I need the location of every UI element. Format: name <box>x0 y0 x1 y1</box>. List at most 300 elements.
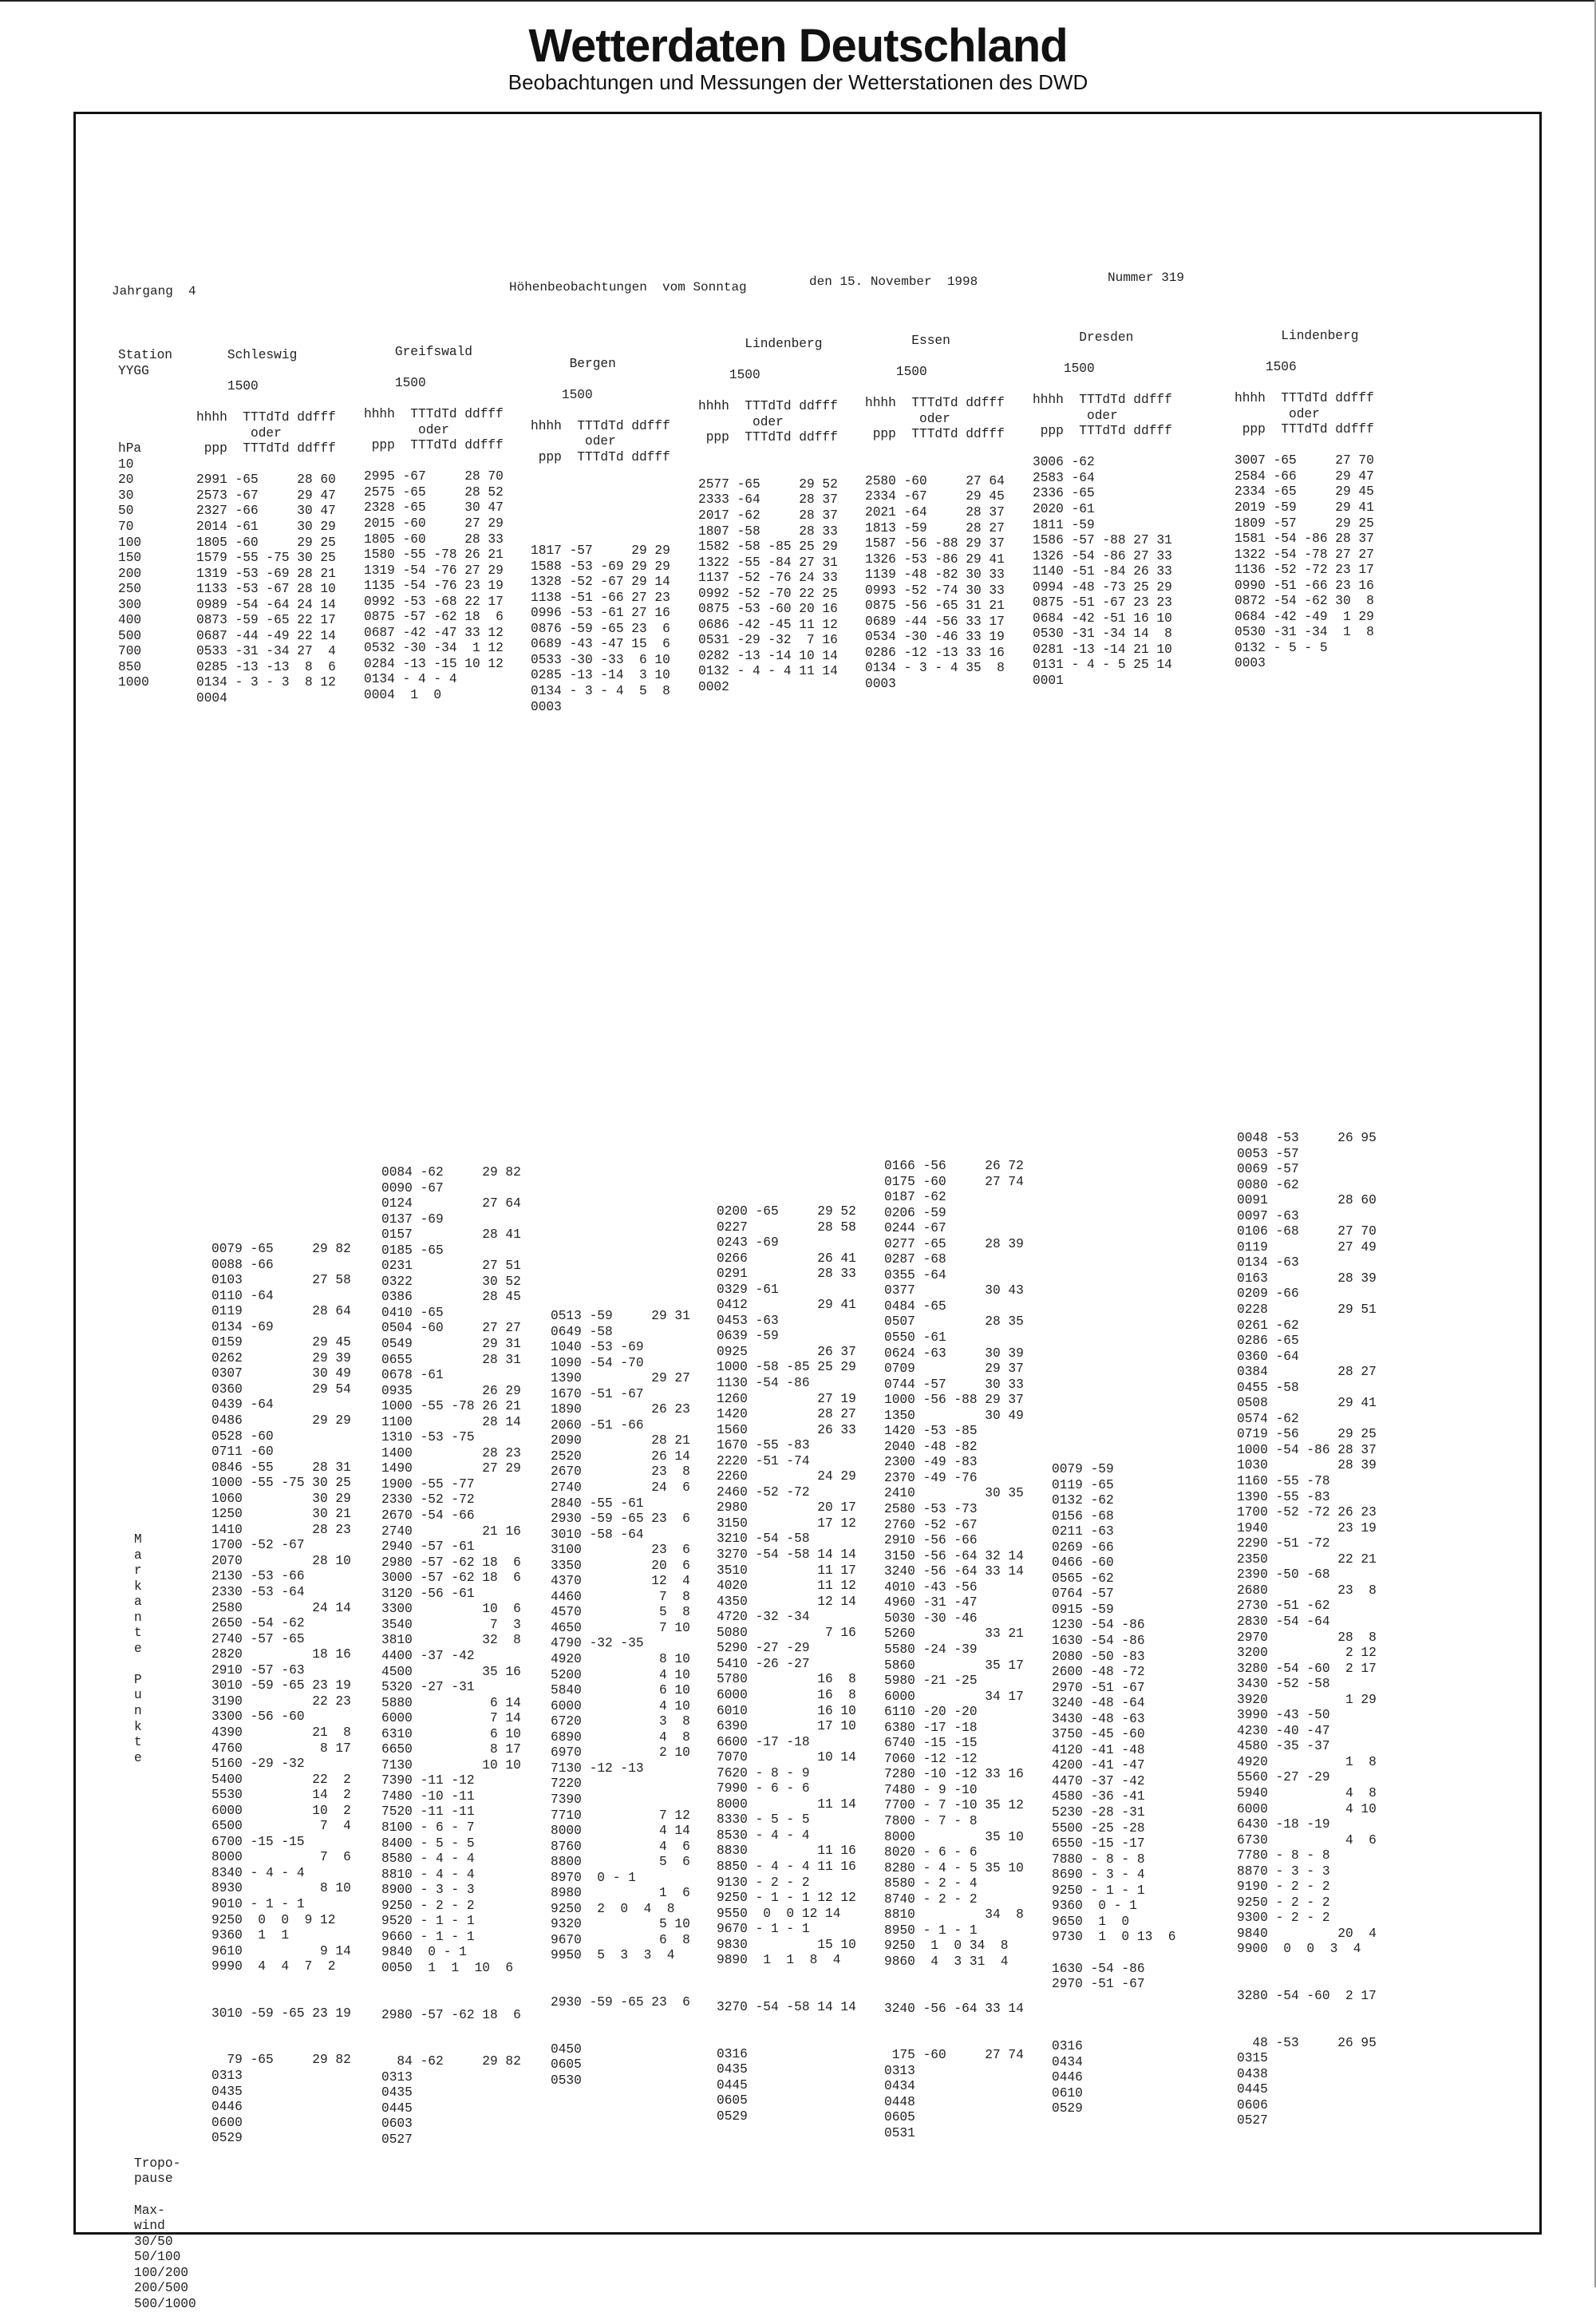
table-row: 9840 20 4 <box>1237 1926 1377 1941</box>
table-row: 0445 <box>381 2101 413 2116</box>
table-row: 8810 34 8 <box>884 1907 1024 1923</box>
row-label <box>118 410 172 426</box>
table-row: hhhh TTTdTd ddfff <box>865 396 1005 411</box>
row-label: M <box>134 1532 142 1547</box>
table-row: 0605 <box>884 2110 915 2125</box>
table-row: 1579 -55 -75 30 25 <box>196 551 336 566</box>
table-row: 1310 -53 -75 <box>381 1430 475 1445</box>
table-row: 0533 -31 -34 27 4 <box>196 644 336 659</box>
table-row: 0307 30 49 <box>211 1366 351 1381</box>
table-row: 4390 21 8 <box>211 1725 351 1740</box>
table-row: 0266 26 41 <box>717 1251 856 1266</box>
row-label <box>134 2032 196 2048</box>
row-label: Station <box>118 348 172 362</box>
table-row: 0610 <box>1052 2085 1083 2101</box>
table-row: 7480 -10 -11 <box>381 1788 475 1804</box>
table-row: 8000 35 10 <box>884 1829 1024 1844</box>
table-row <box>531 372 670 388</box>
table-row: 1000 -55 -78 26 21 <box>381 1399 521 1414</box>
row-label <box>134 1782 196 1798</box>
table-row: 2991 -65 28 60 <box>196 472 336 488</box>
row-label: n <box>134 1704 142 1719</box>
table-row: 2580 -60 27 64 <box>865 473 1005 488</box>
table-row: 0764 -57 <box>1052 1587 1114 1602</box>
table-row <box>364 361 504 377</box>
table-row: 2090 28 21 <box>551 1433 690 1448</box>
table-row <box>551 1964 690 1980</box>
table-row <box>531 465 670 481</box>
table-row: 5260 33 21 <box>884 1626 1024 1642</box>
table-row: 2575 -65 28 52 <box>364 484 504 500</box>
table-row: 0211 -63 <box>1052 1524 1114 1539</box>
table-row: 0322 30 52 <box>381 1274 521 1289</box>
table-row: 3430 -48 -63 <box>1052 1711 1145 1726</box>
table-row: 1138 -51 -66 27 23 <box>531 590 670 605</box>
table-row: 7130 10 10 <box>381 1757 521 1773</box>
table-row: 0434 <box>1052 2054 1083 2069</box>
table-row <box>698 353 838 369</box>
table-row: 1040 -53 -69 <box>551 1340 644 1355</box>
table-row: 2650 -54 -62 <box>211 1616 305 1631</box>
table-row: 8530 - 4 - 4 <box>717 1828 810 1843</box>
table-row: 8400 - 5 - 5 <box>381 1836 475 1851</box>
table-row: 1811 -59 <box>1033 517 1095 532</box>
table-row <box>1235 376 1374 392</box>
table-row: 0134 - 3 - 3 8 12 <box>196 675 336 690</box>
table-row: 2930 -59 -65 23 6 <box>551 1512 690 1527</box>
table-row: 1410 28 23 <box>211 1522 351 1537</box>
row-label: 200/500 <box>134 2281 188 2296</box>
table-row <box>211 2022 351 2037</box>
row-label: 100/200 <box>134 2265 188 2280</box>
table-row: oder <box>1235 406 1320 421</box>
table-row: 6890 4 8 <box>551 1729 690 1745</box>
significant-levels-lindenberg <box>717 1204 856 2124</box>
table-row: 4580 -35 -37 <box>1237 1739 1330 1754</box>
table-row: 8970 0 - 1 <box>551 1870 636 1885</box>
table-row: 0689 -43 -47 15 6 <box>531 637 670 652</box>
table-row: 1817 -57 29 29 <box>531 543 670 559</box>
table-row: 0110 -64 <box>211 1288 274 1303</box>
row-label: 150 <box>118 551 142 566</box>
row-label <box>134 2016 196 2032</box>
row-label: e <box>134 1641 142 1656</box>
table-row: 1137 -52 -76 24 33 <box>698 571 838 586</box>
table-row: Essen <box>865 334 950 348</box>
row-label: e <box>134 1750 142 1765</box>
table-row: 5500 -25 -28 <box>1052 1820 1145 1836</box>
row-label: 200 <box>118 566 142 581</box>
table-row: oder <box>698 414 784 429</box>
table-row: 0209 -66 <box>1237 1286 1299 1302</box>
table-row: 6430 -18 -19 <box>1237 1817 1330 1832</box>
table-row: 2370 -49 -76 <box>884 1470 978 1485</box>
table-row: 7990 - 6 - 6 <box>717 1781 810 1796</box>
table-row: oder <box>364 422 449 437</box>
table-row <box>531 341 670 357</box>
table-row: 0486 29 29 <box>211 1413 351 1429</box>
table-row: 0530 -31 -34 1 8 <box>1235 625 1374 640</box>
table-row: 4470 -37 -42 <box>1052 1773 1145 1788</box>
table-row <box>364 392 504 408</box>
table-row: 3270 -54 -58 14 14 <box>717 1999 856 2014</box>
table-row: 2390 -50 -68 <box>1237 1567 1330 1583</box>
table-row <box>211 1990 351 2006</box>
table-row <box>381 1976 521 1992</box>
table-row: 8980 1 6 <box>551 1886 690 1901</box>
table-row <box>1033 440 1172 456</box>
table-row: 1390 29 27 <box>551 1371 690 1386</box>
table-row: 0360 29 54 <box>211 1381 351 1397</box>
table-row: 2910 -56 -66 <box>884 1533 978 1548</box>
table-row <box>1052 1993 1175 2009</box>
table-row: 8760 4 6 <box>551 1839 690 1854</box>
row-label: 10 <box>118 456 134 472</box>
table-row <box>531 512 670 528</box>
lower-row-labels <box>134 1532 196 2312</box>
table-row: 2021 -64 28 37 <box>865 505 1005 520</box>
table-row: 0655 28 31 <box>381 1352 521 1367</box>
table-row: 0994 -48 -73 25 29 <box>1033 579 1172 595</box>
table-row: 2019 -59 29 41 <box>1235 500 1374 516</box>
table-row <box>1237 1974 1377 1990</box>
table-row: 4720 -32 -34 <box>717 1610 810 1625</box>
table-row: 0990 -51 -66 23 16 <box>1235 578 1374 593</box>
table-row: 1250 30 21 <box>211 1507 351 1522</box>
table-row: 2460 -52 -72 <box>717 1484 810 1500</box>
table-row: 0281 -13 -14 21 10 <box>1033 642 1172 657</box>
table-row: 0624 -63 30 39 <box>884 1346 1024 1361</box>
table-row: 0466 -60 <box>1052 1555 1114 1571</box>
table-row: 6970 2 10 <box>551 1745 690 1761</box>
table-row: 6600 -17 -18 <box>717 1734 810 1749</box>
table-row: hhhh TTTdTd ddfff <box>698 399 838 414</box>
table-row: 1400 28 23 <box>381 1445 521 1460</box>
table-row: 0873 -59 -65 22 17 <box>196 613 336 628</box>
table-row: 0410 -65 <box>381 1305 444 1320</box>
table-row: 0446 <box>1052 2070 1083 2085</box>
table-row: Lindenberg <box>698 337 823 351</box>
table-row: 2060 -51 -66 <box>551 1417 644 1433</box>
table-row: 3010 -59 -65 23 19 <box>211 1678 351 1693</box>
table-row: Greifswald <box>364 345 472 359</box>
table-row: 0119 28 64 <box>211 1304 351 1319</box>
table-row: 6650 8 17 <box>381 1742 521 1757</box>
table-row: 0137 -69 <box>381 1211 444 1227</box>
issue-number: Nummer 319 <box>1108 271 1185 285</box>
table-row: 2970 -51 -67 <box>1052 1680 1145 1695</box>
table-row: 0134 - 3 - 4 35 8 <box>865 661 1005 676</box>
row-label <box>134 1891 196 1907</box>
table-row: 8830 11 16 <box>717 1844 856 1859</box>
table-row: 8020 - 6 - 6 <box>884 1845 978 1860</box>
table-row: 2014 -61 30 29 <box>196 520 336 535</box>
top-rule <box>0 0 1596 2</box>
table-row: 0119 -65 <box>1052 1477 1114 1492</box>
table-row: 1140 -51 -84 26 33 <box>1033 564 1172 579</box>
table-row: hhhh TTTdTd ddfff <box>196 410 336 425</box>
table-row <box>1235 345 1374 361</box>
table-row: 8810 - 4 - 4 <box>381 1867 475 1882</box>
table-row: 0159 29 45 <box>211 1335 351 1350</box>
table-row: ppp TTTdTd ddfff <box>865 427 1005 442</box>
table-row: 0004 1 0 <box>364 688 442 703</box>
table-row: 2760 -52 -67 <box>884 1517 978 1532</box>
table-row: 5320 -27 -31 <box>381 1680 475 1695</box>
row-label <box>134 1766 196 1782</box>
date-label: den 15. November 1998 <box>809 275 978 289</box>
table-row <box>717 1984 856 2000</box>
table-row: 3150 -56 -64 32 14 <box>884 1548 1024 1563</box>
table-row: 0053 -57 <box>1237 1146 1299 1161</box>
table-row <box>551 2026 690 2042</box>
table-row: 0269 -66 <box>1052 1539 1114 1555</box>
table-row: 6000 4 10 <box>1237 1801 1377 1816</box>
row-label: a <box>134 1547 142 1563</box>
table-row: 0200 -65 29 52 <box>717 1204 856 1219</box>
table-row: Lindenberg <box>1235 329 1359 343</box>
table-row: 6310 6 10 <box>381 1726 521 1741</box>
table-row: 0315 <box>1237 2051 1268 2066</box>
row-label: wind <box>134 2219 165 2234</box>
table-row: 9660 - 1 - 1 <box>381 1929 475 1944</box>
table-row: 1500 <box>364 376 426 391</box>
table-row <box>196 457 336 473</box>
significant-levels-dresden <box>1052 1462 1175 2117</box>
table-row <box>381 1992 521 2008</box>
table-row: 0684 -42 -51 16 10 <box>1033 611 1172 626</box>
table-row: 1582 -58 -85 25 29 <box>698 539 838 555</box>
table-row: 9890 1 1 8 4 <box>717 1953 841 1968</box>
table-row: hhhh TTTdTd ddfff <box>1033 393 1172 408</box>
table-row: 0534 -30 -46 33 19 <box>865 630 1005 645</box>
table-row: 0316 <box>1052 2039 1083 2054</box>
table-row: 1500 <box>196 379 259 394</box>
table-row <box>1237 2020 1377 2036</box>
table-row: 0605 <box>551 2057 582 2073</box>
table-row: 1813 -59 28 27 <box>865 520 1005 536</box>
table-row: 0684 -42 -49 1 29 <box>1235 609 1374 624</box>
row-label <box>134 1907 196 1923</box>
table-row: 4920 8 10 <box>551 1652 690 1667</box>
table-row: 4570 5 8 <box>551 1605 690 1620</box>
table-row: 0185 -65 <box>381 1243 444 1258</box>
table-row: 3120 -56 -61 <box>381 1586 475 1601</box>
row-label <box>134 2125 196 2141</box>
table-row: 4370 12 4 <box>551 1574 690 1589</box>
table-row: oder <box>1033 408 1118 423</box>
table-row: 1700 -52 -67 <box>211 1538 305 1553</box>
table-row: 7390 -11 -12 <box>381 1773 475 1788</box>
table-row: 2080 -50 -83 <box>1052 1649 1145 1664</box>
table-row: 9250 - 2 - 2 <box>381 1898 475 1913</box>
table-row: 0175 -60 27 74 <box>884 1174 1024 1189</box>
table-row: hhhh TTTdTd ddfff <box>1235 391 1374 406</box>
table-row: 6550 -15 -17 <box>1052 1836 1145 1852</box>
table-row <box>196 395 336 411</box>
table-row: 1500 <box>698 368 760 383</box>
table-row: 3300 -56 -60 <box>211 1709 305 1725</box>
table-row: 7800 - 7 - 8 <box>884 1813 978 1828</box>
table-row: 0313 <box>884 2063 915 2078</box>
table-row: 0531 <box>884 2125 915 2140</box>
table-row: 9860 4 3 31 4 <box>884 1954 1009 1969</box>
table-row: 0124 27 64 <box>381 1196 521 1211</box>
row-label: 20 <box>118 472 134 488</box>
table-row: 1130 -54 -86 <box>717 1376 810 1391</box>
table-row: 1326 -53 -86 29 41 <box>865 551 1005 567</box>
table-row: 0689 -44 -56 33 17 <box>865 614 1005 629</box>
table-row: 6380 -17 -18 <box>884 1720 978 1735</box>
table-row: 3150 17 12 <box>717 1516 856 1531</box>
table-row: 2970 28 8 <box>1237 1630 1377 1645</box>
table-row: 1420 -53 -85 <box>884 1424 978 1439</box>
table-row: 1500 <box>865 365 927 380</box>
row-label: Max- <box>134 2203 165 2218</box>
table-row: 0530 <box>551 2073 582 2088</box>
table-row: 3200 2 12 <box>1237 1646 1377 1661</box>
station-block-lindenberg <box>698 337 838 696</box>
table-row: 1420 28 27 <box>717 1407 856 1422</box>
table-row: hhhh TTTdTd ddfff <box>531 418 670 433</box>
table-row: 6700 -15 -15 <box>211 1834 305 1849</box>
table-row: 7520 -11 -11 <box>381 1804 475 1820</box>
table-row: 0600 <box>211 2115 243 2130</box>
table-row: Schleswig <box>196 348 298 362</box>
table-row: 0711 -60 <box>211 1445 274 1460</box>
table-row: 9670 - 1 - 1 <box>717 1922 810 1937</box>
table-row: 6720 3 8 <box>551 1714 690 1729</box>
table-row: 2740 24 6 <box>551 1480 690 1496</box>
table-row: 0134 -69 <box>211 1319 274 1334</box>
table-row: 2740 -57 -65 <box>211 1631 305 1646</box>
table-row: 0687 -42 -47 33 12 <box>364 625 504 640</box>
table-row: 3280 -54 -60 2 17 <box>1237 1989 1377 2004</box>
table-row: 7060 -12 -12 <box>884 1751 978 1766</box>
table-row: 0453 -63 <box>717 1313 779 1328</box>
table-row: 2336 -65 <box>1033 486 1095 501</box>
table-row: ppp TTTdTd ddfff <box>531 449 670 464</box>
row-label: k <box>134 1579 142 1594</box>
table-row: oder <box>531 434 616 449</box>
table-row: 2327 -66 30 47 <box>196 504 336 519</box>
table-row: 0084 -62 29 82 <box>381 1165 521 1180</box>
table-row: 0434 <box>884 2079 915 2094</box>
table-row: 2410 30 35 <box>884 1486 1024 1501</box>
table-row: 2980 20 17 <box>717 1500 856 1516</box>
row-label: 30 <box>118 488 134 503</box>
table-row <box>1033 377 1172 393</box>
table-row: 0875 -57 -62 18 6 <box>364 610 504 625</box>
table-row: 0088 -66 <box>211 1257 274 1272</box>
table-row: 9250 0 0 9 12 <box>211 1912 336 1927</box>
table-row: 0996 -53 -61 27 16 <box>531 606 670 621</box>
table-row: 2840 -55 -61 <box>551 1496 644 1511</box>
table-row: 9250 - 2 - 2 <box>1237 1895 1330 1910</box>
table-row: 3540 7 3 <box>381 1617 521 1632</box>
table-row <box>1237 2005 1377 2021</box>
table-row: 1890 26 23 <box>551 1402 690 1417</box>
table-row: 0872 -54 -62 30 8 <box>1235 594 1374 609</box>
row-label <box>134 2140 196 2156</box>
row-label: n <box>134 1610 142 1625</box>
table-row: 0527 <box>1237 2113 1268 2128</box>
row-label: 50/100 <box>134 2250 181 2265</box>
table-row: 0649 -58 <box>551 1324 613 1339</box>
table-row: 1100 28 14 <box>381 1414 521 1429</box>
table-row: 1030 28 39 <box>1237 1458 1377 1473</box>
table-row: 0450 <box>551 2041 582 2057</box>
table-row: 8580 - 2 - 4 <box>884 1876 978 1891</box>
table-row: 0048 -53 26 95 <box>1237 1131 1377 1145</box>
table-row: 2580 24 14 <box>211 1600 351 1615</box>
table-row: 0438 <box>1237 2066 1268 2081</box>
table-row: 5860 35 17 <box>884 1658 1024 1673</box>
table-row: 3240 -56 -64 33 14 <box>884 1564 1024 1579</box>
table-row: 2600 -48 -72 <box>1052 1665 1145 1680</box>
table-row: 0508 29 41 <box>1237 1396 1377 1411</box>
table-row: 1809 -57 29 25 <box>1235 516 1374 531</box>
table-row: 0513 -59 29 31 <box>551 1309 690 1323</box>
table-row: ppp TTTdTd ddfff <box>1033 424 1172 439</box>
table-row: 1581 -54 -86 28 37 <box>1235 532 1374 547</box>
table-row: 84 -62 29 82 <box>381 2054 521 2069</box>
table-row: 0227 28 58 <box>717 1219 856 1235</box>
table-row: 1587 -56 -88 29 37 <box>865 536 1005 551</box>
table-row: 175 -60 27 74 <box>884 2048 1024 2063</box>
table-row: 2330 -53 -64 <box>211 1585 305 1600</box>
table-row: 2330 -52 -72 <box>381 1492 475 1508</box>
table-row: 9250 - 1 - 1 <box>1052 1883 1145 1898</box>
table-row: 0079 -59 <box>1052 1462 1114 1476</box>
table-row: 5980 -21 -25 <box>884 1674 978 1689</box>
table-row: 2350 22 21 <box>1237 1551 1377 1567</box>
table-row: 6390 17 10 <box>717 1719 856 1734</box>
table-row: 3510 11 17 <box>717 1563 856 1578</box>
table-row: 1630 -54 -86 <box>1052 1961 1145 1976</box>
table-row: 2573 -67 29 47 <box>196 488 336 503</box>
table-row: 5530 14 2 <box>211 1788 351 1803</box>
table-row <box>211 2037 351 2053</box>
table-row: 0286 -65 <box>1237 1334 1299 1349</box>
table-row: 4020 11 12 <box>717 1579 856 1594</box>
table-row: 0134 - 3 - 4 5 8 <box>531 684 670 699</box>
table-row: 3100 23 6 <box>551 1543 690 1558</box>
table-row: 4500 35 16 <box>381 1664 521 1679</box>
table-row: 3270 -54 -58 14 14 <box>717 1547 856 1563</box>
table-row: 1580 -55 -78 26 21 <box>364 547 504 563</box>
table-row: 0285 -13 -14 3 10 <box>531 668 670 683</box>
table-row: 5200 4 10 <box>551 1667 690 1682</box>
table-row: 0004 <box>196 691 227 706</box>
row-label: k <box>134 1719 142 1734</box>
row-label: 100 <box>118 535 142 550</box>
table-row: 0605 <box>717 2093 748 2108</box>
row-label: r <box>134 1563 142 1579</box>
table-row: 1670 -51 -67 <box>551 1386 644 1401</box>
table-row: 9010 - 1 - 1 <box>211 1896 305 1911</box>
row-label <box>134 1797 196 1813</box>
table-row: 0530 -31 -34 14 8 <box>1033 626 1172 642</box>
row-label <box>134 1657 196 1673</box>
table-row: 8690 - 3 - 4 <box>1052 1867 1145 1883</box>
table-row: 3010 -59 -65 23 19 <box>211 2006 351 2021</box>
table-row <box>884 1986 1024 2002</box>
table-row: 2830 -54 -64 <box>1237 1614 1330 1629</box>
table-row: 0565 -62 <box>1052 1571 1114 1586</box>
row-label <box>134 1813 196 1829</box>
table-row: 0719 -56 29 25 <box>1237 1427 1377 1442</box>
